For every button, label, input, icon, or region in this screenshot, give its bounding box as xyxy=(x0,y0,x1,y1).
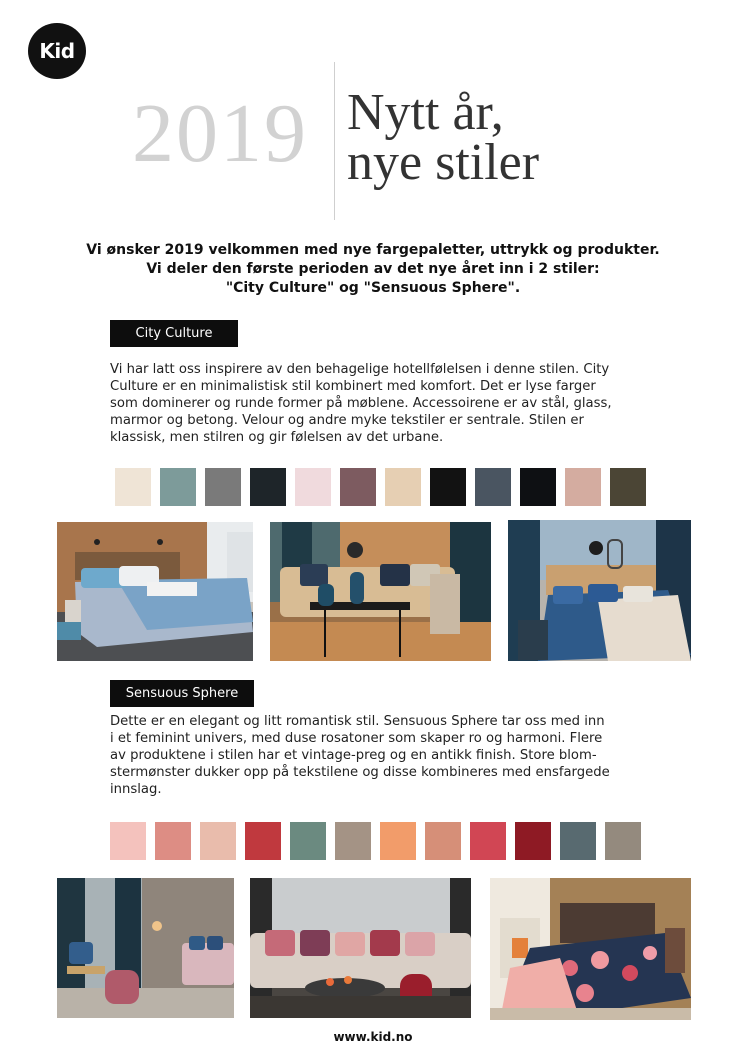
color-swatch xyxy=(430,468,466,506)
city-culture-palette xyxy=(115,468,646,506)
sensuous-sphere-lounge-photo xyxy=(57,878,234,1018)
color-swatch xyxy=(520,468,556,506)
color-swatch xyxy=(115,468,151,506)
paragraph-line: Dette er en elegant og litt romantisk stil. Sensuous Sphere tar oss med inn xyxy=(110,714,605,729)
paragraph-line: stermønster dukker opp på tekstilene og disse kombineres med ensfargede xyxy=(110,765,610,780)
paragraph-line: marmor og betong. Velour og andre myke tekstiler er sentrale. Stilen er xyxy=(110,413,584,428)
color-swatch xyxy=(385,468,421,506)
color-swatch xyxy=(250,468,286,506)
sensuous-sphere-palette xyxy=(110,822,641,860)
title-divider xyxy=(334,62,335,220)
color-swatch xyxy=(335,822,371,860)
color-swatch xyxy=(470,822,506,860)
paragraph-line: klassisk, men stilren og gir følelsen av det urbane. xyxy=(110,430,444,445)
headline xyxy=(347,84,540,191)
color-swatch xyxy=(560,822,596,860)
color-swatch xyxy=(340,468,376,506)
color-swatch xyxy=(605,822,641,860)
year-title: 2019 xyxy=(132,87,308,180)
color-swatch xyxy=(610,468,646,506)
sensuous-sphere-description xyxy=(110,713,610,798)
intro-text xyxy=(60,241,686,298)
city-culture-living-room-photo xyxy=(270,522,491,661)
color-swatch xyxy=(515,822,551,860)
color-swatch xyxy=(295,468,331,506)
city-culture-description xyxy=(110,361,612,446)
kid-logo[interactable]: Kid xyxy=(28,23,86,79)
color-swatch xyxy=(290,822,326,860)
paragraph-line: innslag. xyxy=(110,782,162,797)
color-swatch xyxy=(110,822,146,860)
color-swatch xyxy=(380,822,416,860)
paragraph-line: i et feminint univers, med duse rosatoner som skaper ro og harmoni. Flere xyxy=(110,731,603,746)
headline-line-1: Nytt år, xyxy=(347,84,504,141)
color-swatch xyxy=(160,468,196,506)
headline-line-2: nye stiler xyxy=(347,134,540,191)
color-swatch xyxy=(245,822,281,860)
paragraph-line: som dominerer og runde former på møblene. Accessoirene er av stål, glass, xyxy=(110,396,612,411)
color-swatch xyxy=(425,822,461,860)
paragraph-line: av produktene i stilen har et vintage-preg og en antikk finish. Store blom- xyxy=(110,748,597,763)
section-label-sensuous-sphere: Sensuous Sphere xyxy=(110,680,254,707)
color-swatch xyxy=(205,468,241,506)
paragraph-line: Culture er en minimalistisk stil kombinert med komfort. Det er lyse farger xyxy=(110,379,596,394)
intro-line-3: "City Culture" og "Sensuous Sphere". xyxy=(225,280,521,296)
paragraph-line: Vi har latt oss inspirere av den behagelige hotellfølelsen i denne stilen. City xyxy=(110,362,610,377)
intro-line-1: Vi ønsker 2019 velkommen med nye fargepaletter, uttrykk og produkter. xyxy=(86,242,660,258)
color-swatch xyxy=(565,468,601,506)
sensuous-sphere-sofa-photo xyxy=(250,878,471,1018)
sensuous-sphere-bedroom-photo xyxy=(490,878,691,1020)
city-culture-hotel-bedroom-photo xyxy=(508,520,691,661)
footer-url[interactable]: www.kid.no xyxy=(333,1030,413,1044)
section-label-city-culture: City Culture xyxy=(110,320,238,347)
color-swatch xyxy=(155,822,191,860)
color-swatch xyxy=(200,822,236,860)
city-culture-bedroom-photo xyxy=(57,522,253,661)
color-swatch xyxy=(475,468,511,506)
intro-line-2: Vi deler den første perioden av det nye året inn i 2 stiler: xyxy=(146,261,600,277)
